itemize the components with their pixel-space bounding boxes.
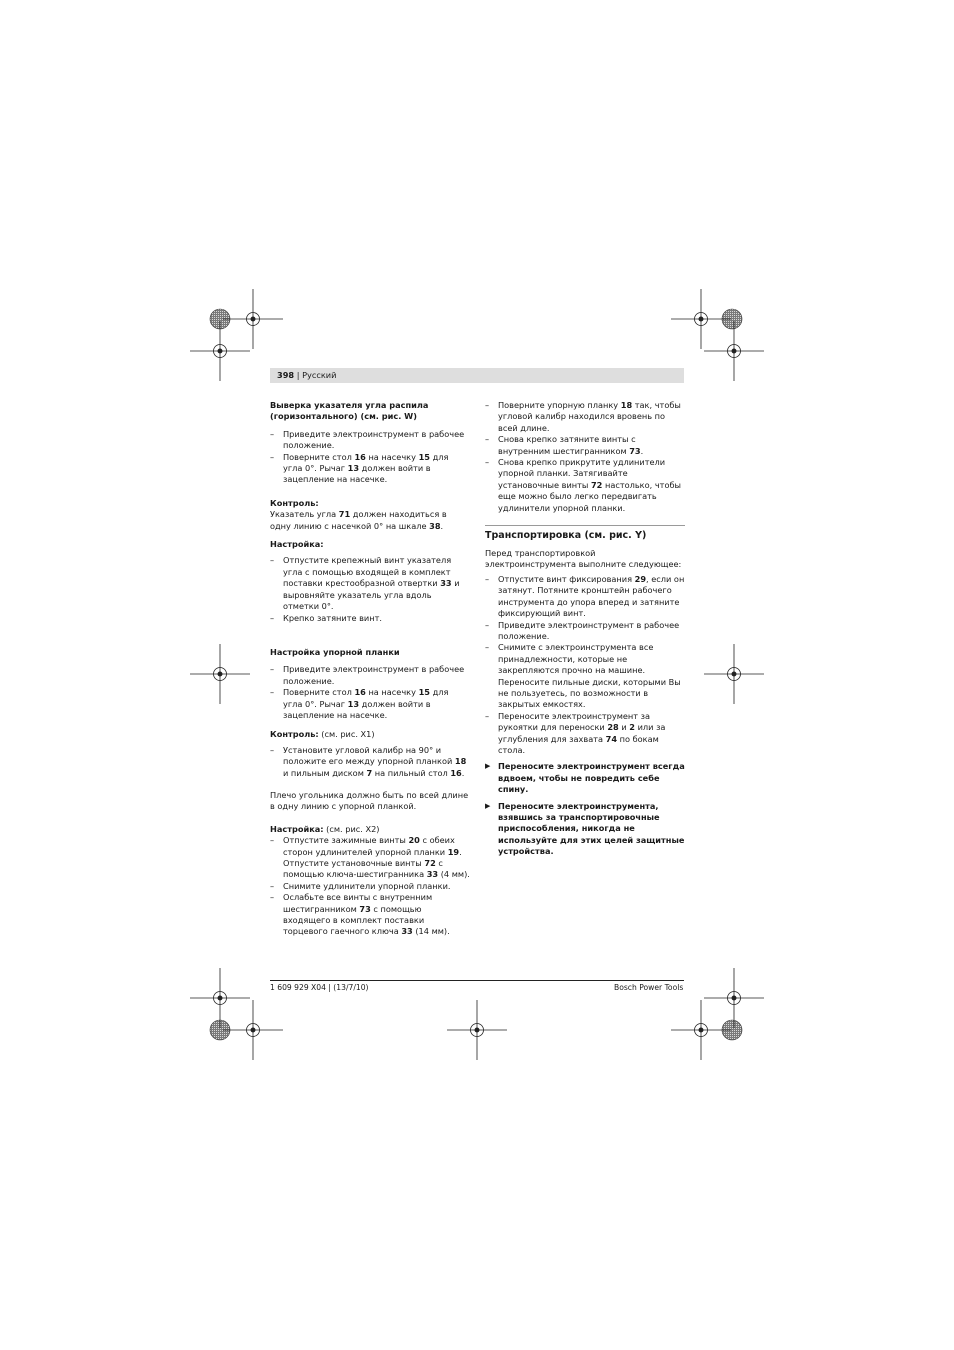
part-number: 33 bbox=[426, 869, 439, 880]
list-item: – Отпустите винт фиксирования 29, если он затянут. Потяните кронштейн рабочего инструмента до упора вперед и затяните фиксирующий винт. bbox=[485, 574, 685, 620]
part-number: 15 bbox=[418, 687, 430, 698]
part-number: 33 bbox=[401, 926, 413, 937]
crosshair-icon bbox=[190, 321, 250, 381]
list-item: – Отпустите крепежный винт указателя угла с помощью входящей в комплект поставки крестообразной отвертки 33 и выровняйте указатель угла вдоль отметки 0°. bbox=[270, 555, 470, 612]
step-list bbox=[270, 664, 470, 721]
list-item: – Установите угловой калибр на 90° и положите его между упорной планкой 18 и пильным диском 7 на пильный стол 16. bbox=[270, 745, 470, 779]
page-header: 398 | Русский bbox=[270, 368, 684, 383]
footer-brand: Bosch Power Tools bbox=[614, 983, 684, 992]
part-number: 13 bbox=[347, 463, 360, 474]
crosshair-icon bbox=[223, 1000, 283, 1060]
list-item: – Снимите с электроинструмента все принадлежности, которые не закрепляются прочно на машине. Переносите пильные диски, которыми Вы не пользуетесь, по возможности в закрытых емкостях. bbox=[485, 642, 685, 710]
part-number: 16 bbox=[354, 451, 366, 462]
crosshair-icon bbox=[704, 321, 764, 381]
warning-arrow-icon: ▶ bbox=[485, 801, 491, 810]
part-number: 16 bbox=[354, 687, 366, 698]
part-number: 18 bbox=[454, 756, 467, 767]
part-number: 19 bbox=[447, 846, 460, 857]
section-heading: Выверка указателя угла распила (горизонтального) (см. рис. W) bbox=[270, 400, 429, 422]
warning-arrow-icon: ▶ bbox=[485, 762, 491, 771]
list-item: – Снимите удлинители упорной планки. bbox=[270, 881, 470, 892]
adjust-list bbox=[270, 835, 470, 938]
part-number: 15 bbox=[418, 451, 430, 462]
list-item: – Снова крепко затяните винты с внутренним шестигранником 73. bbox=[485, 434, 685, 457]
list-item: – Приведите электроинструмент в рабочее положение. bbox=[270, 429, 470, 452]
footer-doc-code: 1 609 929 X04 | (13/7/10) bbox=[270, 983, 369, 992]
part-number: 29 bbox=[634, 573, 647, 584]
part-number: 16 bbox=[450, 767, 462, 778]
control-text: Указатель угла 71 должен находиться в одну линию с насечкой 0° на шкале 38. bbox=[270, 509, 447, 531]
crosshair-icon bbox=[190, 968, 250, 1028]
page-number: 398 bbox=[277, 370, 295, 380]
part-number: 2 bbox=[629, 722, 635, 733]
part-number: 71 bbox=[338, 509, 351, 520]
part-number: 20 bbox=[408, 835, 420, 846]
part-number: 33 bbox=[440, 578, 452, 589]
header-language: Русский bbox=[302, 370, 337, 380]
left-column bbox=[270, 400, 470, 938]
step-list bbox=[485, 400, 685, 514]
step-list bbox=[485, 574, 685, 757]
crosshair-icon bbox=[704, 968, 764, 1028]
warning-list bbox=[485, 761, 685, 857]
note-text: Плечо угольника должно быть по всей длине в одну линию с упорной планкой. bbox=[270, 789, 469, 812]
list-item: – Переносите электроинструмент за рукоятки для переноски 28 и 2 или за углубления для захвата 74 по бокам стола. bbox=[485, 711, 685, 757]
part-number: 73 bbox=[629, 445, 641, 456]
part-number: 72 bbox=[424, 858, 436, 868]
list-item: – Снова крепко прикрутите удлинители упорной планки. Затягивайте установочные винты 72 настолько, чтобы еще можно было легко передвигать удлинители упорной планки. bbox=[485, 457, 685, 514]
list-item: – Поверните стол 16 на насечку 15 для угла 0°. Рычаг 13 должен войти в зацепление на насечке. bbox=[270, 452, 470, 486]
step-list bbox=[270, 429, 470, 486]
section-heading: Настройка упорной планки bbox=[270, 646, 400, 657]
crosshair-icon bbox=[190, 644, 250, 704]
control-list bbox=[270, 745, 470, 779]
part-number: 74 bbox=[605, 733, 618, 744]
intro-text: Перед транспортировкой электроинструмента выполните следующее: bbox=[485, 548, 682, 570]
control-line: Контроль: (см. рис. X1) bbox=[270, 729, 375, 740]
crosshair-icon bbox=[671, 1000, 731, 1060]
part-number: 73 bbox=[359, 903, 371, 914]
right-column bbox=[485, 400, 685, 863]
list-item: – Крепко затяните винт. bbox=[270, 613, 470, 624]
section-heading: Транспортировка (см. рис. Y) bbox=[485, 525, 685, 542]
adjust-list bbox=[270, 555, 470, 623]
part-number: 28 bbox=[607, 722, 619, 733]
warning-item: ▶ Переносите электроинструмента, взявшись за транспортировочные приспособления, никогда не используйте для этих целей защитные устройства. bbox=[485, 800, 685, 857]
list-item: – Поверните упорную планку 18 так, чтобы угловой калибр находился вровень по всей длине. bbox=[485, 400, 685, 434]
crosshair-icon bbox=[704, 644, 764, 704]
control-heading: Контроль: bbox=[270, 497, 319, 508]
list-item: – Приведите электроинструмент в рабочее положение. bbox=[270, 664, 470, 687]
warning-item: ▶ Переносите электроинструмент всегда вдвоем, чтобы не повредить себе спину. bbox=[485, 761, 685, 795]
footer-rule bbox=[270, 980, 684, 981]
crosshair-icon bbox=[447, 1000, 507, 1060]
crosshair-icon bbox=[671, 289, 731, 349]
part-number: 38 bbox=[429, 520, 441, 531]
crosshair-icon bbox=[223, 289, 283, 349]
list-item: – Ослабьте все винты с внутренним шестигранником 73 с помощью входящего в комплект поставки торцевого гаечного ключа 33 (14 мм). bbox=[270, 892, 470, 938]
part-number: 13 bbox=[347, 698, 360, 709]
part-number: 18 bbox=[620, 400, 633, 410]
part-number: 72 bbox=[590, 479, 603, 490]
adjust-heading: Настройка: bbox=[270, 539, 324, 550]
list-item: – Поверните стол 16 на насечку 15 для угла 0°. Рычаг 13 должен войти в зацепление на насечке. bbox=[270, 687, 470, 721]
list-item: – Отпустите зажимные винты 20 с обеих сторон удлинителей упорной планки 19. Отпустите установочные винты 72 с помощью ключа-шестигранника 33 (4 мм). bbox=[270, 835, 470, 881]
adjust-line: Настройка: (см. рис. X2) bbox=[270, 823, 380, 834]
list-item: – Приведите электроинструмент в рабочее положение. bbox=[485, 620, 685, 643]
part-number: 7 bbox=[366, 767, 373, 778]
